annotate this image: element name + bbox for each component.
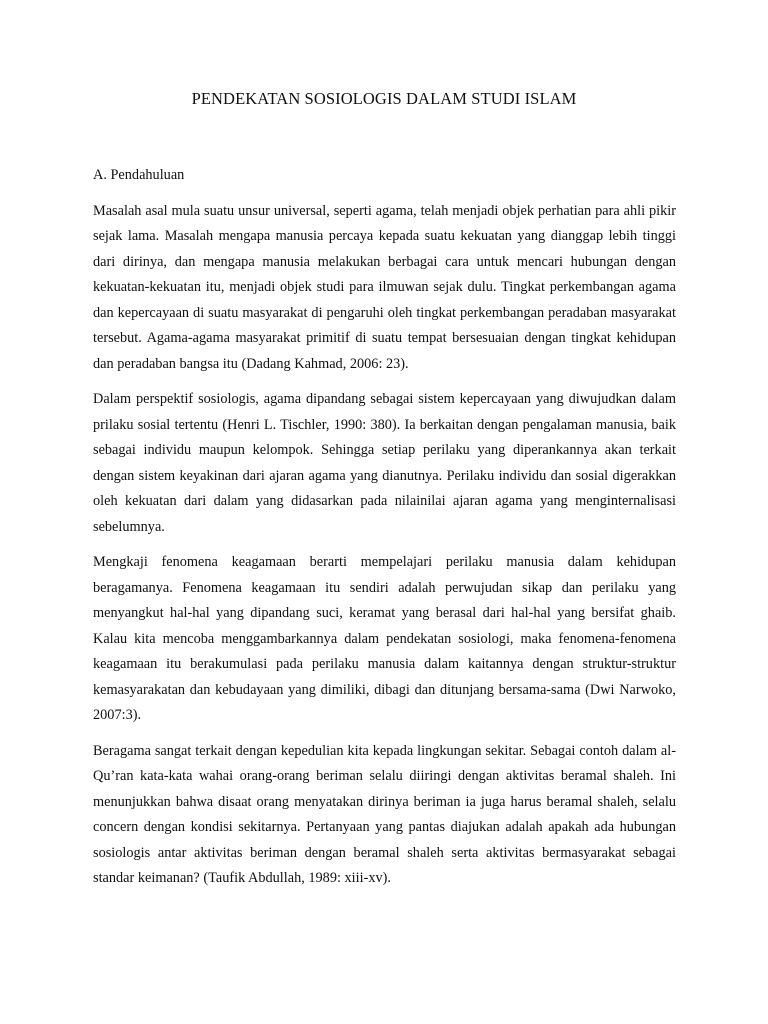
paragraph-3: Mengkaji fenomena keagamaan berarti mempelajari perilaku manusia dalam kehidupan beragamanya. Fenomena keagamaan itu sendiri adalah perwujudan sikap dan perilaku yang menyangkut hal-hal yang dipandang suci, keramat yang berasal dari hal-hal yang bersifat ghaib. Kalau kita mencoba menggambarkannya dalam pendekatan sosiologi, maka fenomena-fenomena keagamaan itu berakumulasi pada perilaku manusia dalam kaitannya dengan struktur-struktur kemasyarakatan dan kebudayaan yang dimiliki, dibagi dan ditunjang bersama-sama (Dwi Narwoko, 2007:3). (93, 554, 676, 723)
document-title: PENDEKATAN SOSIOLOGIS DALAM STUDI ISLAM (191, 89, 577, 108)
document-body (93, 163, 676, 902)
paragraph-1: Masalah asal mula suatu unsur universal, seperti agama, telah menjadi objek perhatian para ahli pikir sejak lama. Masalah mengapa manusia percaya kepada suatu kekuatan yang dianggap lebih tinggi dari dirinya, dan mengapa manusia melakukan berbagai cara untuk mencari hubungan dengan kekuatan-kekuatan itu, menjadi objek studi para ilmuwan sejak dulu. Tingkat perkembangan agama dan kepercayaan di suatu masyarakat di pengaruhi oleh tingkat perkembangan peradaban masyarakat tersebut. Agama-agama masyarakat primitif di suatu tempat bersesuaian dengan tingkat kehidupan dan peradaban bangsa itu (Dadang Kahmad, 2006: 23). (93, 202, 676, 372)
paragraph-4: Beragama sangat terkait dengan kepedulian kita kepada lingkungan sekitar. Sebagai contoh dalam al-Qu’ran kata-kata wahai orang-orang beriman selalu diiringi dengan aktivitas beramal shaleh. Ini menunjukkan bahwa disaat orang menyatakan dirinya beriman ia juga harus beramal shaleh, selalu concern dengan kondisi sekitarnya. Pertanyaan yang pantas diajukan adalah apakah ada hubungan sosiologis antar aktivitas beriman dengan beramal shaleh serta aktivitas bermasyarakat sebagai standar keimanan? (Taufik Abdullah, 1989: xiii-xv). (93, 742, 676, 886)
paragraph-2: Dalam perspektif sosiologis, agama dipandang sebagai sistem kepercayaan yang diwujudkan dalam prilaku sosial tertentu (Henri L. Tischler, 1990: 380). Ia berkaitan dengan pengalaman manusia, baik sebagai individu maupun kelompok. Sehingga setiap perilaku yang diperankannya akan terkait dengan sistem keyakinan dari ajaran agama yang dianutnya. Perilaku individu dan sosial digerakkan oleh kekuatan dari dalam yang didasarkan pada nilainilai ajaran agama yang menginternalisasi sebelumnya. (93, 391, 676, 535)
section-heading: A. Pendahuluan (93, 167, 185, 183)
